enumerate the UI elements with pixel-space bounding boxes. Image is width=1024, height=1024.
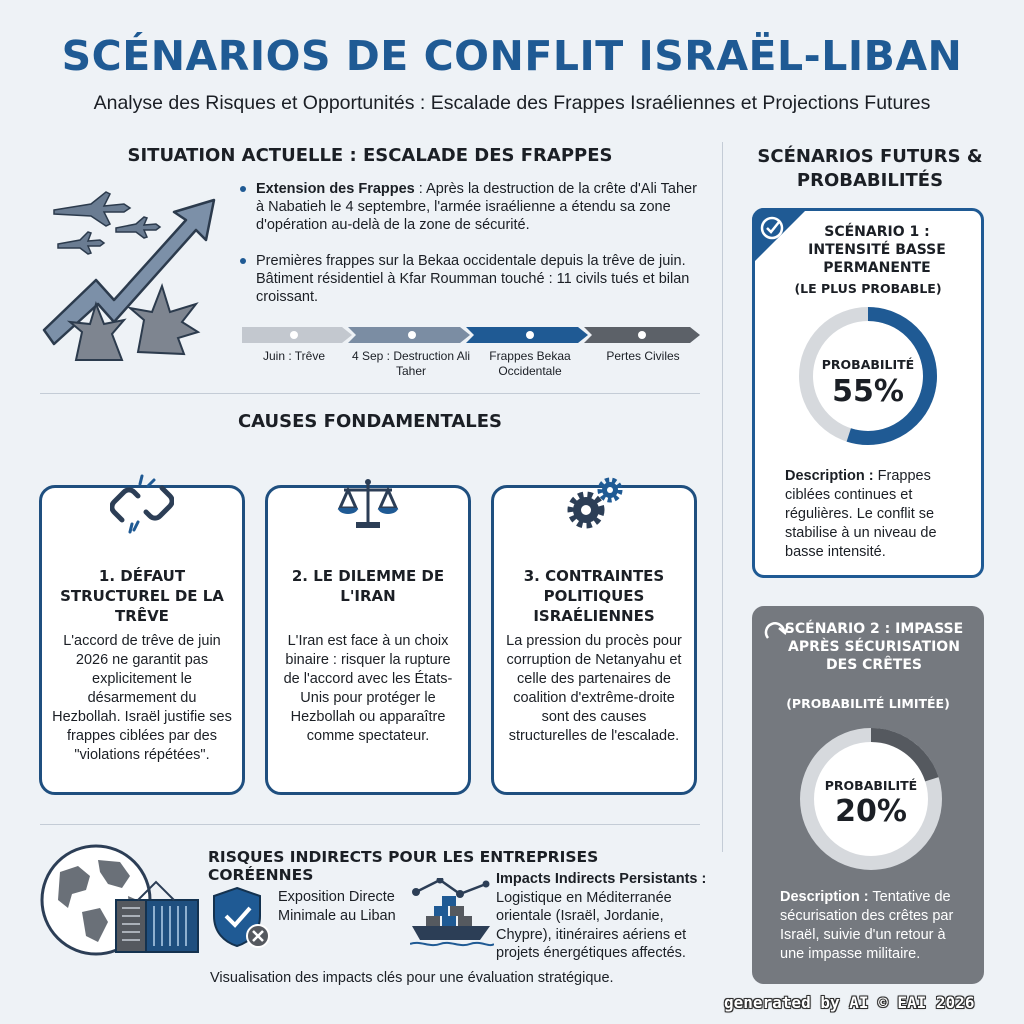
- escalation-illustration: [36, 182, 236, 362]
- bullet-dot: [240, 186, 246, 192]
- timeline-label: Pertes Civiles: [606, 349, 680, 363]
- description-text: Frappes ciblées continues et régulières. Le conflit se stabilise à un niveau de basse intensité.: [785, 468, 937, 560]
- timeline-marker: [638, 331, 646, 339]
- column-divider: [722, 142, 723, 852]
- cause-card: [265, 485, 471, 795]
- probability-value: 20%: [835, 794, 907, 829]
- cause-description: L'Iran est face à un choix binaire : risquer la rupture de l'accord avec les États-Unis pour protéger le Hezbollah ou apparaître comme spectateur.: [283, 633, 453, 744]
- risks-title: RISQUES INDIRECTS POUR LES ENTREPRISES CORÉENNES: [208, 848, 599, 884]
- causes-title: CAUSES FONDAMENTALES: [237, 411, 503, 432]
- scenario-card-2: [752, 606, 984, 984]
- situation-bullet: [240, 252, 700, 306]
- cause-card: [39, 485, 245, 795]
- broken-chain-icon: [110, 474, 174, 534]
- footer-note: Visualisation des impacts clés pour une évaluation stratégique.: [210, 970, 614, 986]
- timeline-label: 4 Sep : Destruction Ali Taher: [351, 349, 471, 378]
- probability-label: PROBABILITÉ: [824, 778, 918, 793]
- timeline-bar: [242, 325, 700, 345]
- impacts-description: Logistique en Méditerranée orientale (Israël, Jordanie, Chypre), itinéraires aériens et projets énergétiques affectés.: [496, 889, 687, 961]
- cause-title: 3. CONTRAINTES POLITIQUES ISRAÉLIENNES: [523, 567, 665, 625]
- cause-description: La pression du procès pour corruption de Netanyahu et celle des partenaires de coalition d'extrême-droite sont des causes structurelles de l'escalade.: [506, 633, 682, 744]
- timeline-label: Juin : Trêve: [262, 349, 326, 363]
- probability-label: PROBABILITÉ: [821, 357, 915, 372]
- bullet-bold: Extension des Frappes: [256, 181, 415, 197]
- scenario-title: SCÉNARIO 1 : INTENSITÉ BASSE PERMANENTE: [808, 224, 946, 276]
- page-subtitle: Analyse des Risques et Opportunités : Escalade des Frappes Israéliennes et Projections Futures: [93, 92, 931, 114]
- fighter-jet-icon: [54, 192, 160, 254]
- cause-card: [491, 485, 697, 795]
- cause-title: 2. LE DILEMME DE L'IRAN: [291, 567, 445, 605]
- bullet-text: Premières frappes sur la Bekaa occidentale depuis la trêve de juin. Bâtiment résidentiel à Kfar Roumman touché : 11 civils tués et bilan croissant.: [256, 253, 690, 305]
- scenario-subtitle: (LE PLUS PROBABLE): [794, 281, 942, 296]
- scenario-subtitle: (PROBABILITÉ LIMITÉE): [786, 696, 950, 711]
- situation-title: SITUATION ACTUELLE : ESCALADE DES FRAPPES: [127, 145, 613, 166]
- description-label: Description :: [780, 889, 869, 905]
- timeline-marker: [408, 331, 416, 339]
- timeline-label: Frappes Bekaa Occidentale: [489, 349, 571, 378]
- page-title: SCÉNARIOS DE CONFLIT ISRAËL-LIBAN: [61, 32, 963, 80]
- section-divider: [40, 824, 700, 825]
- description-label: Description :: [785, 468, 874, 484]
- scenario-description: [785, 467, 965, 562]
- watermark: generated by AI © EAI 2026: [724, 993, 975, 1012]
- description-text: Tentative de sécurisation des crêtes par Israël, suivie d'un retour à une impasse militaire.: [780, 889, 954, 962]
- timeline-marker: [526, 331, 534, 339]
- globe-container-illustration: [38, 842, 206, 960]
- timeline-marker: [290, 331, 298, 339]
- probability-value: 55%: [832, 374, 904, 409]
- situation-bullet: [240, 180, 700, 234]
- bullet-dot: [240, 258, 246, 264]
- section-divider: [40, 393, 700, 394]
- impacts-text: [496, 870, 714, 963]
- exposure-text: Exposition Directe Minimale au Liban: [278, 889, 396, 924]
- scenario-card-1: [752, 208, 984, 578]
- cause-title: 1. DÉFAUT STRUCTUREL DE LA TRÊVE: [60, 567, 224, 625]
- scales-icon: [336, 476, 400, 532]
- scenarios-title: SCÉNARIOS FUTURS & PROBABILITÉS: [757, 146, 983, 191]
- cause-description: L'accord de trêve de juin 2026 ne garantit pas explicitement le désarmement du Hezbollah. Israël justifie ses frappes ciblées par des "violations répétées".: [52, 633, 232, 763]
- shield-check-icon: [210, 884, 272, 950]
- bullet-text: : Après la destruction de la crête d'Ali Taher à Nabatieh le 4 septembre, l'armée israélienne a étendu sa zone d'opération au-delà de la zone de sécurité.: [256, 181, 697, 233]
- scenario-title: SCÉNARIO 2 : IMPASSE APRÈS SÉCURISATION DES CRÊTES: [784, 621, 964, 673]
- cargo-ship-icon: [410, 878, 494, 948]
- impacts-label: Impacts Indirects Persistants :: [496, 871, 707, 887]
- gears-icon: [564, 474, 626, 534]
- scenario-description: [780, 888, 970, 964]
